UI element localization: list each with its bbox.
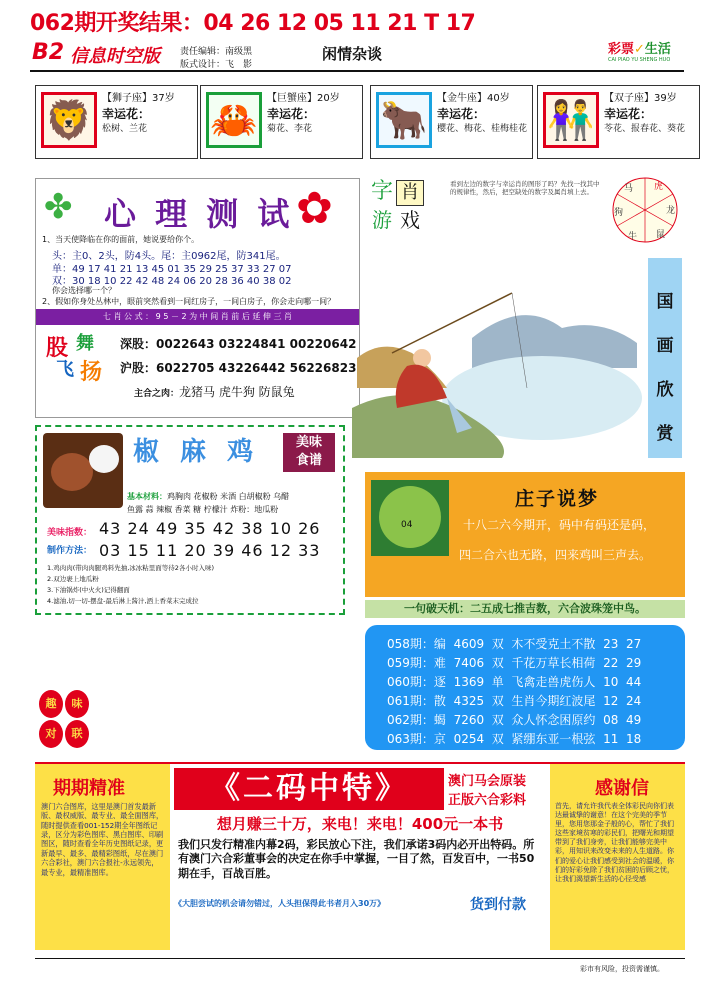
zodiac-lucky-label: 幸运花： [604, 107, 653, 121]
result-banner [30, 6, 475, 37]
zodiac-flowers: 苓花、报春花、葵花 [604, 124, 686, 134]
q1-text: 1、当天使降临在你的面前，她说要给你个。 [42, 235, 200, 244]
zhuangzi-panel [365, 472, 685, 597]
crab-icon: 🦀 [206, 92, 262, 148]
title-char: 欣 [656, 380, 674, 400]
history-row: 060期：逐 1369 单 飞禽走兽虎伤人 10 44 [387, 675, 642, 689]
zodiac-lucky-label: 幸运花： [102, 107, 151, 121]
recipe-title: 椒 麻 鸡 [133, 437, 260, 467]
footer-note: 《大胆尝试的机会请勿错过，人头担保得此书者月入30万》 [174, 899, 386, 908]
zodiac-card-cancer [200, 85, 363, 159]
slogan-bar [365, 600, 685, 618]
hu-label: 沪股： [120, 361, 157, 375]
zhuangzi-line1: 十八二六今期开，码中有码还是码， [463, 518, 656, 532]
recipe-step: 3.下油锅炸(中火火)记得翻面 [47, 586, 130, 594]
brand-sub: CAI PIAO YU SHENG HUO [608, 57, 671, 63]
bull-icon: 🐂 [376, 92, 432, 148]
index-label: 美味指数： [47, 528, 93, 538]
fisherman-painting [352, 258, 642, 458]
ingredients-text: 鸡胸肉 花椒粉 米酒 白胡椒粉 乌醋 [167, 492, 290, 501]
recipe-steps [47, 563, 214, 607]
method-values: 03 15 11 20 39 46 12 33 [99, 541, 321, 560]
wheel-label: 龙 [666, 206, 676, 216]
logo-char: 舞 [76, 333, 94, 354]
painting-vertical-title [648, 258, 682, 458]
brand-logo: 彩票✓生活 CAI PIAO YU SHENG HUO [608, 42, 671, 63]
lion-icon: 🦁 [41, 92, 97, 148]
center-side-2: 正版六合彩料 [448, 793, 527, 808]
recipe-tag-line: 美味 [295, 435, 322, 450]
ingredients-line [127, 491, 289, 502]
wheel-label: 鼠 [656, 230, 666, 240]
word-game-instructions: 看到左边的数字与幸运肖的图形了吗？先找一找其中的规律性，然后，把空缺处的数字及属肖填上去。 [450, 180, 600, 197]
zodiac-lucky-label: 幸运花： [267, 107, 316, 121]
zodiac-title: 【巨蟹座】20岁 [267, 93, 340, 104]
gu-wu-fei-yang-logo [46, 331, 126, 391]
page-code: B2 [32, 40, 65, 65]
q1-line2: 头：主0、2头，防4头。尾：主0962尾，防341尾。 [52, 251, 286, 262]
zodiac-wheel [610, 175, 680, 245]
bottom-section [35, 762, 685, 950]
zodiac-card-leo [35, 85, 198, 159]
section-title: 闲情杂谈 [322, 45, 383, 63]
left-text: 澳门六合图库，这里是澳门首发最新版、最权威版、最专业、最全面图库，随时提供查看001-152期全年图纸记录，区分为彩色图库、黑白图库、印刷图区，随时查看全年历史图纸记录，更新最早、最多、最精彩图纸，尽在澳门六合彩社，澳门六合报社-永远领先，最专业，最精准图库。 [41, 802, 164, 877]
index-values: 43 24 49 35 42 38 10 26 [99, 519, 321, 538]
recipe-step: 1.鸡肉肉(带肉肉腿鸡料先抽,冰冰粘里面等待2各小时入味) [47, 564, 214, 572]
zodiac-card-gemini [537, 85, 700, 159]
number-row-single: 单：49 17 41 21 13 45 01 35 29 25 37 33 27 07 [52, 264, 292, 275]
history-panel [365, 625, 685, 750]
hu-value: 6022705 43226442 56226823 [156, 361, 357, 375]
clover-icon: ✤ [44, 187, 73, 227]
footnote: 彩市有风险，投资需谨慎。 [580, 965, 664, 973]
q1-line3: 你会选择哪一个？ [52, 286, 116, 295]
center-title: 《二码中特》 [174, 768, 444, 810]
formula-bar [36, 309, 359, 325]
right-text: 首先，请允许我代表全体彩民向你们表达最诚挚的谢意！在这个完美的季节里，您用您那金子般的心，帮忙了我们这些家境贫寒的彩民们，把曙光和期望带到了我们身旁，让我们能够完美中彩，用知识来改变未来的人生道路。你们的爱心让我们感受到社会的温暖，你们的好彩免除了我们贫困的后顾之忧，让我们渴望新生活的心径受感 [555, 802, 674, 883]
slogan-text: 一句破天机：二五成七推吉数，六合波珠笼中鸟。 [404, 602, 646, 615]
header-divider [30, 70, 684, 72]
recipe-tag [283, 433, 335, 472]
title-char: 画 [656, 336, 674, 356]
lantern-icon: 味 [65, 690, 89, 718]
dish-photo [43, 433, 123, 508]
main-value: 龙猪马 虎牛狗 防鼠兔 [179, 385, 295, 399]
center-body: 我们只发行精准内幕2码，彩民放心下注，我们承诺3码内必开出特码。所有澳门六合彩董事会的决定在你手中掌握，一目了然，百发百中，一书50期在手，百战百胜。 [178, 838, 535, 880]
zodiac-flowers: 樱花、梅花、桂梅桂花 [437, 124, 528, 134]
recipe-tag-line: 食谱 [295, 453, 322, 468]
history-row: 061期：散 4325 双 生肖今期红波尾 12 24 [387, 694, 642, 708]
ingredients-label: 基本材料： [127, 492, 167, 501]
brand-left: 彩票 [608, 42, 635, 57]
brand-right: 生活 [644, 42, 671, 57]
psych-test-title: 心 理 测 试 [104, 195, 294, 233]
right-title: 感谢信 [595, 778, 649, 799]
game-char: 戏 [400, 208, 420, 232]
center-block [170, 764, 550, 952]
promo-bar: 想月赚三十万，来电！来电！400元一本书 [216, 815, 504, 833]
lotus-leaf-image [371, 480, 449, 556]
lantern-icon: 联 [65, 720, 89, 748]
zodiac-flowers: 菊花、李花 [267, 124, 313, 134]
main-combo-line [134, 383, 295, 400]
game-char: 字 [370, 179, 393, 204]
zhuangzi-title: 庄子说梦 [515, 488, 600, 510]
lantern-icon: 趣 [39, 690, 63, 718]
lanterns-couplet [35, 690, 95, 750]
logo-char: 股 [46, 336, 69, 361]
method-label: 制作方法： [47, 546, 93, 556]
history-row: 063期：京 0254 双 紧绷东亚一根弦 11 18 [387, 732, 642, 746]
design-label: 版式设计：飞 影 [180, 60, 253, 70]
zodiac-title: 【金牛座】40岁 [437, 93, 510, 104]
footer-divider [35, 958, 685, 959]
zodiac-flowers: 松树、兰花 [102, 124, 148, 134]
psych-test-panel [35, 178, 360, 418]
editor-label: 责任编辑：南级黑 [180, 47, 253, 57]
result-banner-text: 062期开奖结果：04 26 12 05 11 21 T 17 [30, 11, 476, 36]
q2-text: 2、假如你身处丛林中，眼前突然看到一间红房子，一间白房子，你会走向哪一间？ [42, 297, 336, 306]
flower-icon: ✿ [296, 183, 333, 234]
history-row: 059期：难 7406 双 千花万草长相荷 22 29 [387, 656, 642, 670]
recipe-step: 4.滤油,切一切-摆盘-最后淋上酱汁,洒上香菜末完成拉 [47, 597, 199, 605]
game-char: 肖 [396, 180, 424, 206]
zhuangzi-line2: 四二合六也无路，四来鸡叫三声去。 [459, 548, 652, 562]
pay-label: 货到付款 [470, 897, 526, 913]
shen-stock-line [120, 335, 356, 352]
history-row: 062期：蝎 7260 双 众人怀念困原约 08 49 [387, 713, 642, 727]
wheel-label: 狗 [614, 208, 624, 218]
zodiac-title: 【双子座】39岁 [604, 93, 677, 104]
title-char: 国 [656, 292, 674, 312]
shen-value: 0022643 03224841 00220642 [156, 337, 357, 351]
wheel-label: 马 [624, 184, 634, 194]
word-game-grid [368, 178, 424, 234]
wheel-label: 虎 [654, 182, 664, 192]
logo-char: 飞 [56, 359, 74, 380]
shen-label: 深股： [120, 337, 157, 351]
zodiac-lucky-label: 幸运花： [437, 107, 486, 121]
main-label: 主合之肉： [134, 389, 180, 399]
recipe-panel [35, 425, 345, 615]
painting-illustration [352, 258, 642, 458]
wheel-label: 牛 [628, 232, 638, 242]
lotus-number: 04 [401, 520, 413, 530]
ingredients-text-2: 鱼露 蒜 辣椒 香菜 糖 柠檬汁 炸粉：地瓜粉 [127, 505, 279, 514]
formula-text: 七 肖 公 式 ： 9 5 － 2 为 中 间 肖 前 后 延 伸 三 肖 [102, 312, 293, 321]
zodiac-title: 【狮子座】37岁 [102, 93, 175, 104]
title-char: 赏 [656, 424, 674, 444]
hu-stock-line [120, 359, 356, 376]
left-title: 期期精准 [53, 778, 125, 799]
zodiac-card-taurus [370, 85, 533, 159]
center-side-1: 澳门马会原装 [448, 774, 527, 789]
history-row: 058期：编 4609 双 木不受克土不散 23 27 [387, 637, 642, 651]
recipe-step: 2.双边裹上地瓜粉 [47, 575, 99, 583]
game-char: 游 [372, 208, 392, 232]
paper-name: 信息时空版 [70, 46, 160, 67]
word-game-panel [366, 178, 604, 240]
logo-char: 扬 [80, 360, 103, 385]
lantern-icon: 对 [39, 720, 63, 748]
number-row-double: 双：30 18 10 22 42 48 24 06 20 28 36 40 38 02 [52, 276, 292, 287]
twins-icon: 👫 [543, 92, 599, 148]
